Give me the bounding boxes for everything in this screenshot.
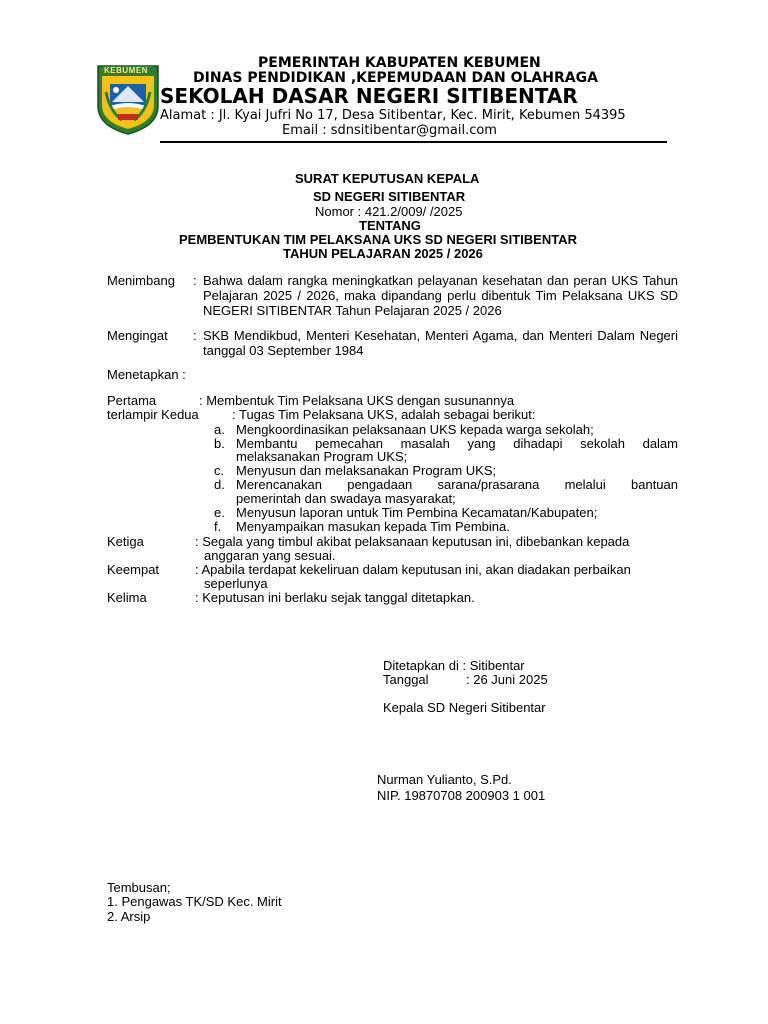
tanggal-label: Tanggal <box>383 672 429 687</box>
ditetapkan-di: Ditetapkan di : Sitibentar <box>383 658 525 673</box>
keempat-label: Keempat <box>107 562 160 577</box>
kelima-line-1: : Keputusan ini berlaku sejak tanggal ditetapkan. <box>195 590 475 605</box>
mengingat-sep: : <box>193 328 197 343</box>
keempat-line-1: : Apabila terdapat kekeliruan dalam keputusan ini, akan diadakan perbaikan <box>195 562 631 577</box>
task-c-line-1: Menyusun dan melaksanakan Program UKS; <box>236 463 497 478</box>
task-d-line-2: pemerintah dan swadaya masyarakat; <box>236 491 456 506</box>
logo-text: KEBUMEN <box>104 66 148 75</box>
kelima-label: Kelima <box>107 590 147 605</box>
pertama-label: Pertama <box>107 393 157 408</box>
school-address: Alamat : Jl. Kyai Jufri No 17, Desa Sitibentar, Kec. Mirit, Kebumen 54395 <box>160 108 626 123</box>
menimbang-text: Bahwa dalam rangka meningkatkan pelayanan kesehatan dan peran UKS Tahun Pelajaran 2025 / 2026, maka dipandang perlu dibentuk Tim Pelaksana UKS SD NEGERI SITIBENTAR Tahun Pelajaran 2025 / 2026 <box>203 273 678 318</box>
signer-name: Nurman Yulianto, S.Pd. <box>377 772 512 787</box>
menimbang-label: Menimbang <box>107 273 175 288</box>
keempat-line-2: seperlunya <box>204 576 268 591</box>
task-b-line-2: melaksanakan Program UKS; <box>236 449 408 464</box>
pertama-text: : Membentuk Tim Pelaksana UKS dengan susunannya <box>199 393 515 408</box>
pertama-cont: terlampir Kedua <box>107 407 199 422</box>
header-line-2: DINAS PENDIDIKAN ,KEPEMUDAAN DAN OLAHRAGA <box>193 70 598 86</box>
nomor: Nomor : 421.2/009/ /2025 <box>315 204 463 219</box>
task-f-line-1: Menyampaikan masukan kepada Tim Pembina. <box>236 519 510 534</box>
ketiga-label: Ketiga <box>107 534 144 549</box>
menimbang-sep: : <box>193 273 197 288</box>
mengingat-label: Mengingat <box>107 328 168 343</box>
tembusan-item-1: 1. Pengawas TK/SD Kec. Mirit <box>107 894 282 909</box>
title-line-2: SD NEGERI SITIBENTAR <box>313 189 466 204</box>
menetapkan-label: Menetapkan : <box>107 367 186 382</box>
task-b-line-1: Membantu pemecahan masalah yang dihadapi sekolah dalam <box>236 436 678 451</box>
school-name: SEKOLAH DASAR NEGERI SITIBENTAR <box>160 84 578 108</box>
title-line-1: SURAT KEPUTUSAN KEPALA <box>295 171 480 186</box>
tanggal-value: : 26 Juni 2025 <box>466 672 548 687</box>
task-a-line-1: Mengkoordinasikan pelaksanaan UKS kepada warga sekolah; <box>236 422 594 437</box>
task-marker-e: e. <box>214 505 225 520</box>
tentang: TENTANG <box>359 218 421 233</box>
tembusan-item-2: 2. Arsip <box>107 909 151 924</box>
kebumen-logo <box>96 62 160 136</box>
task-e-line-1: Menyusun laporan untuk Tim Pembina Kecamatan/Kabupaten; <box>236 505 598 520</box>
jabatan: Kepala SD Negeri Sitibentar <box>383 700 546 715</box>
ketiga-line-1: : Segala yang timbul akibat pelaksanaan keputusan ini, dibebankan kepada <box>195 534 630 549</box>
title-line-5: PEMBENTUKAN TIM PELAKSANA UKS SD NEGERI SITIBENTAR <box>179 232 577 247</box>
kedua-text: : Tugas Tim Pelaksana UKS, adalah sebagai berikut: <box>232 407 536 422</box>
task-d-line-1: Merencanakan pengadaan sarana/prasarana melalui bantuan <box>236 477 678 492</box>
header-line-1: PEMERINTAH KABUPATEN KEBUMEN <box>258 55 541 71</box>
task-marker-f: f. <box>214 519 222 534</box>
task-marker-d: d. <box>214 477 225 492</box>
ketiga-line-2: anggaran yang sesuai. <box>204 548 336 563</box>
header-divider <box>160 141 667 143</box>
signer-nip: NIP. 19870708 200903 1 001 <box>377 788 546 803</box>
mengingat-text: SKB Mendikbud, Menteri Kesehatan, Menteri Agama, dan Menteri Dalam Negeri tanggal 03 September 1984 <box>203 328 678 358</box>
school-email: Email : sdnsitibentar@gmail.com <box>282 123 497 138</box>
task-marker-a: a. <box>214 422 225 437</box>
task-marker-b: b. <box>214 436 225 451</box>
task-marker-c: c. <box>214 463 225 478</box>
tembusan-title: Tembusan; <box>107 880 171 895</box>
title-line-6: TAHUN PELAJARAN 2025 / 2026 <box>283 246 483 261</box>
